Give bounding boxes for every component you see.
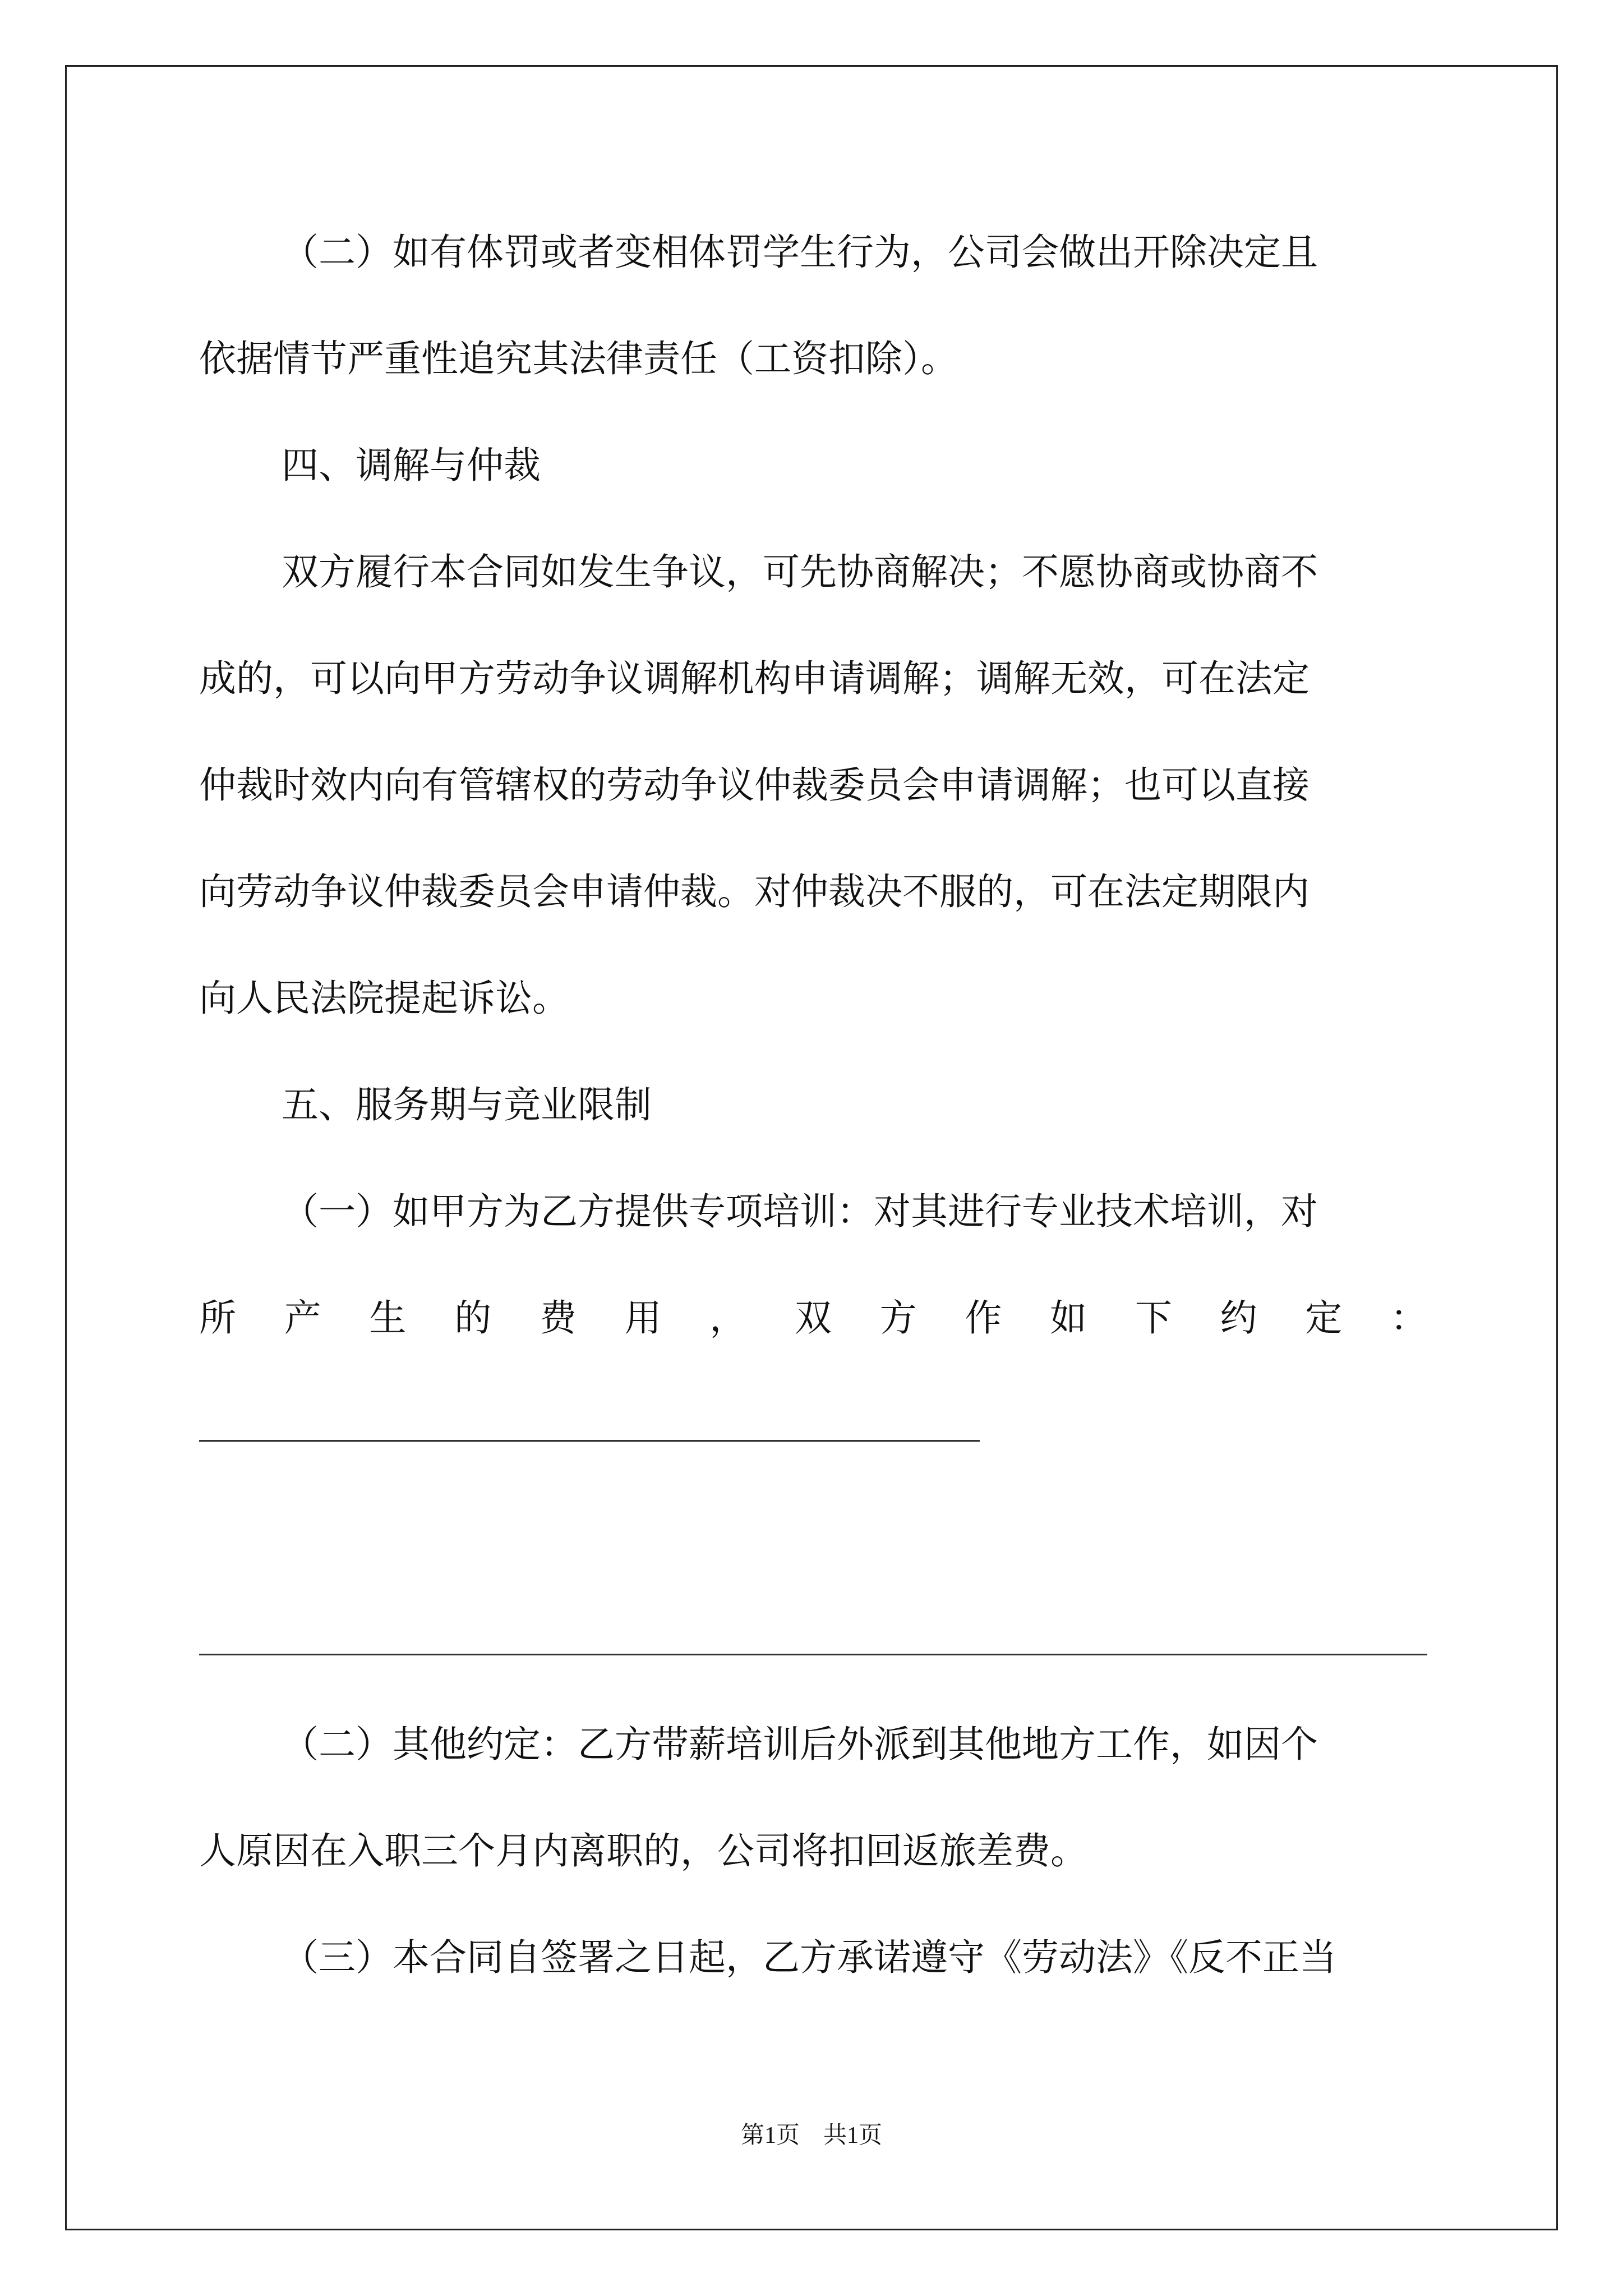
paragraph-line: 双方履行本合同如发生争议，可先协商解决；不愿协商或协商不 (282, 550, 1318, 593)
paragraph-line: 向人民法院提起诉讼。 (199, 977, 569, 1020)
paragraph-line: （三）本合同自签署之日起，乙方承诺遵守《劳动法》《反不正当 (282, 1936, 1336, 1979)
page-border (65, 65, 1558, 2230)
paragraph-line: 向劳动争议仲裁委员会申请仲裁。对仲裁决不服的，可在法定期限内 (199, 870, 1310, 913)
paragraph-line-justified: 所产生的费用，双方作如下约定： (199, 1296, 1427, 1340)
paragraph-line: 成的，可以向甲方劳动争议调解机构申请调解；调解无效，可在法定 (199, 657, 1310, 700)
section-heading: 四、调解与仲裁 (282, 444, 541, 487)
paragraph-line: 依据情节严重性追究其法律责任（工资扣除）。 (199, 337, 958, 380)
paragraph-line: 人原因在入职三个月内离职的，公司将扣回返旅差费。 (199, 1829, 1087, 1872)
section-heading: 五、服务期与竞业限制 (282, 1083, 652, 1126)
paragraph-line: 仲裁时效内向有管辖权的劳动争议仲裁委员会申请调解；也可以直接 (199, 763, 1310, 807)
paragraph-line: （二）如有体罚或者变相体罚学生行为，公司会做出开除决定且 (282, 231, 1318, 274)
paragraph-line: （二）其他约定：乙方带薪培训后外派到其他地方工作，如因个 (282, 1723, 1318, 1766)
fill-in-blank-line (199, 1654, 1427, 1655)
fill-in-blank-line (199, 1440, 980, 1442)
page-number-footer: 第1页 共1页 (740, 2123, 882, 2148)
paragraph-line: （一）如甲方为乙方提供专项培训：对其进行专业技术培训，对 (282, 1190, 1318, 1233)
